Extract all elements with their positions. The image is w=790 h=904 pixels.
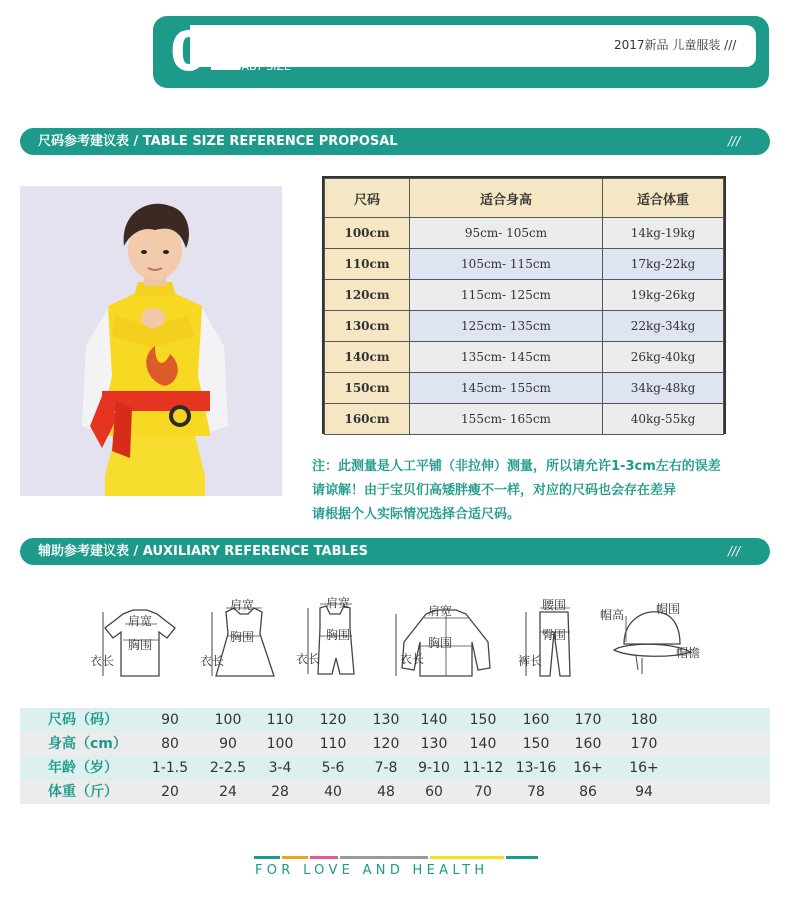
hat-circumference-label: 帽围 — [656, 602, 681, 616]
aux-cell: 60 — [425, 784, 443, 800]
aux-label-height: 身高（cm） — [48, 736, 127, 752]
header-tagline: 2017新品 儿童服装 /// — [614, 38, 737, 52]
aux-cell: 160 — [522, 712, 550, 728]
aux-cell: 90 — [219, 736, 237, 752]
footer-color-bar — [282, 856, 308, 859]
aux-row-height — [20, 732, 770, 756]
aux-cell: 130 — [372, 712, 400, 728]
height-cell: 145cm- 155cm — [410, 373, 603, 404]
aux-cell: 90 — [161, 712, 179, 728]
aux-cell: 130 — [420, 736, 448, 752]
shirt-diagram — [90, 600, 185, 680]
table-row — [325, 373, 724, 404]
jacket-length-label: 衣长 — [400, 652, 425, 666]
aux-cell: 5-6 — [321, 760, 345, 776]
aux-cell: 28 — [271, 784, 289, 800]
shirt-chest-label: 胸围 — [128, 638, 153, 652]
size-cell: 140cm — [325, 342, 410, 373]
dress-length-label: 衣长 — [200, 654, 225, 668]
aux-cell: 110 — [266, 712, 294, 728]
height-cell: 115cm- 125cm — [410, 280, 603, 311]
weight-cell: 17kg-22kg — [603, 249, 724, 280]
footer-color-bar — [340, 856, 428, 859]
aux-cell: 48 — [377, 784, 395, 800]
note-line-3: 请根据个人实际情况选择合适尺码。 — [312, 507, 521, 522]
aux-cell: 80 — [161, 736, 179, 752]
aux-cell: 86 — [579, 784, 597, 800]
size-table-header-height: 适合身高 — [410, 179, 603, 218]
aux-cell: 13-16 — [515, 760, 557, 776]
aux-cell: 20 — [161, 784, 179, 800]
dress-shoulder-label: 肩宽 — [230, 598, 255, 612]
aux-cell: 110 — [319, 736, 347, 752]
table-row — [325, 342, 724, 373]
table-row — [325, 218, 724, 249]
weight-cell: 34kg-48kg — [603, 373, 724, 404]
aux-cell: 100 — [214, 712, 242, 728]
jacket-shoulder-label: 肩宽 — [428, 604, 453, 618]
dress-chest-label: 胸围 — [230, 630, 255, 644]
measurement-note — [312, 455, 772, 527]
pants-length-label: 裤长 — [518, 654, 543, 668]
romper-diagram — [296, 594, 366, 680]
weight-cell: 19kg-26kg — [603, 280, 724, 311]
footer-color-bar — [506, 856, 538, 859]
weight-cell: 22kg-34kg — [603, 311, 724, 342]
pants-hip-label: 臀围 — [542, 628, 567, 642]
aux-cell: 94 — [635, 784, 653, 800]
aux-cell: 16+ — [573, 760, 603, 776]
aux-cell: 2-2.5 — [209, 760, 247, 776]
aux-cell: 120 — [372, 736, 400, 752]
aux-cell: 180 — [630, 712, 658, 728]
aux-cell: 150 — [522, 736, 550, 752]
height-cell: 155cm- 165cm — [410, 404, 603, 435]
dress-diagram — [200, 596, 286, 680]
footer-color-bar — [430, 856, 504, 859]
weight-cell: 40kg-55kg — [603, 404, 724, 435]
hat-height-label: 帽高 — [600, 608, 625, 622]
aux-cell: 1-1.5 — [151, 760, 189, 776]
height-cell: 105cm- 115cm — [410, 249, 603, 280]
aux-cell: 170 — [574, 712, 602, 728]
note-line-1: 注：此测量是人工平铺（非拉伸）测量，所以请允许1-3cm左右的误差 — [312, 459, 721, 474]
aux-label-age: 年龄（岁） — [48, 760, 118, 776]
hat-diagram — [596, 598, 706, 680]
aux-cell: 7-8 — [374, 760, 398, 776]
size-cell: 130cm — [325, 311, 410, 342]
aux-cell: 140 — [469, 736, 497, 752]
table-row — [325, 280, 724, 311]
footer-color-bar — [254, 856, 280, 859]
size-table-header-row — [325, 179, 724, 218]
weight-cell: 14kg-19kg — [603, 218, 724, 249]
aux-cell: 70 — [474, 784, 492, 800]
height-cell: 95cm- 105cm — [410, 218, 603, 249]
size-table-header-size: 尺码 — [325, 179, 410, 218]
page-title: 宝贝尺码 — [234, 25, 330, 53]
aux-cell: 100 — [266, 736, 294, 752]
aux-label-size: 尺码（码） — [48, 712, 118, 728]
section-title-size-reference: 尺码参考建议表 / TABLE SIZE REFERENCE PROPOSAL — [38, 134, 398, 149]
size-cell: 150cm — [325, 373, 410, 404]
weight-cell: 26kg-40kg — [603, 342, 724, 373]
height-cell: 135cm- 145cm — [410, 342, 603, 373]
size-cell: 160cm — [325, 404, 410, 435]
size-cell: 100cm — [325, 218, 410, 249]
table-row — [325, 311, 724, 342]
aux-cell: 16+ — [629, 760, 659, 776]
pants-diagram — [516, 596, 582, 680]
note-line-2: 请谅解！由于宝贝们高矮胖瘦不一样，对应的尺码也会存在差异 — [312, 483, 677, 498]
height-cell: 125cm- 135cm — [410, 311, 603, 342]
footer-slogan: FOR LOVE AND HEALTH — [255, 863, 489, 878]
section-number: 02 — [170, 20, 244, 83]
aux-row-size — [20, 708, 770, 732]
section-title-auxiliary: 辅助参考建议表 / AUXILIARY REFERENCE TABLES — [38, 544, 369, 559]
table-row — [325, 249, 724, 280]
romper-length-label: 衣长 — [296, 652, 321, 666]
size-table-header-weight: 适合体重 — [603, 179, 724, 218]
size-table — [322, 176, 726, 434]
aux-label-weight: 体重（斤） — [48, 784, 118, 800]
aux-cell: 3-4 — [268, 760, 292, 776]
aux-cell: 78 — [527, 784, 545, 800]
aux-cell: 150 — [469, 712, 497, 728]
shirt-shoulder-label: 肩宽 — [128, 614, 153, 628]
aux-row-age — [20, 756, 770, 780]
table-row — [325, 404, 724, 435]
footer-color-bar — [310, 856, 338, 859]
aux-cell: 140 — [420, 712, 448, 728]
hat-brim-label: 帽檐 — [676, 646, 701, 660]
romper-chest-label: 胸围 — [326, 628, 351, 642]
aux-cell: 24 — [219, 784, 237, 800]
aux-cell: 40 — [324, 784, 342, 800]
pants-waist-label: 腰围 — [542, 598, 567, 612]
size-cell: 120cm — [325, 280, 410, 311]
jacket-chest-label: 胸围 — [428, 636, 453, 650]
aux-cell: 160 — [574, 736, 602, 752]
shirt-length-label: 衣长 — [90, 654, 115, 668]
aux-row-weight — [20, 780, 770, 804]
aux-cell: 9-10 — [418, 760, 450, 776]
size-cell: 110cm — [325, 249, 410, 280]
page-subtitle: BABY SIZE — [234, 60, 291, 73]
jacket-diagram — [392, 602, 500, 680]
product-photo — [20, 186, 282, 496]
section-slash-decoration: /// — [728, 134, 741, 148]
aux-cell: 120 — [319, 712, 347, 728]
aux-cell: 170 — [630, 736, 658, 752]
romper-shoulder-label: 肩宽 — [326, 596, 351, 610]
section-slash-decoration: /// — [728, 544, 741, 558]
aux-cell: 11-12 — [462, 760, 504, 776]
